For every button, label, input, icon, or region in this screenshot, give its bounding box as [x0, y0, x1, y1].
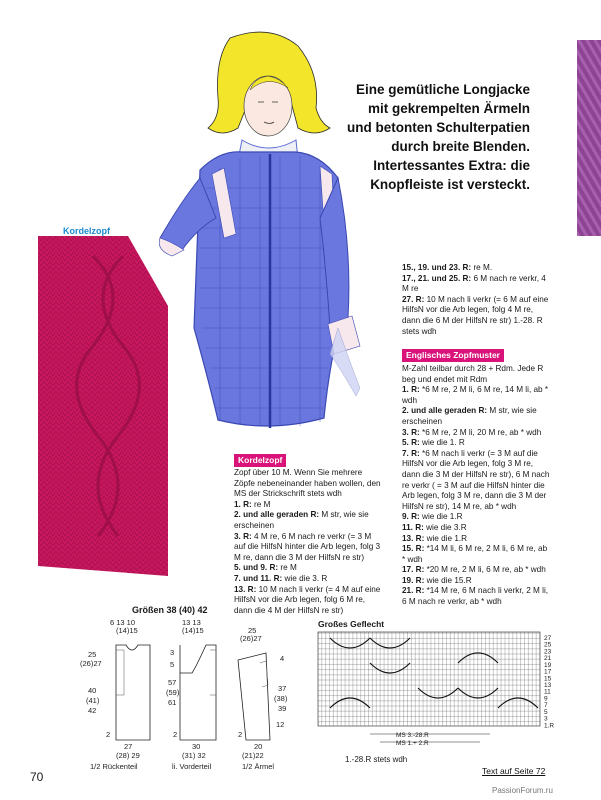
headline [300, 80, 530, 194]
front-bottom: 30 [192, 742, 201, 751]
sleeve-cuff: 12 [276, 720, 285, 729]
ms-range-a: MS 3.-28.R [396, 732, 429, 739]
row-instruction: 3. R: 4 M re, 6 M nach re verkr (= 3 M auf die HilfsN hinter die Arb legen, folg 3 M re, dann die 3 M der HilfsN re str) [234, 531, 381, 562]
row-instruction: 9. R: wie die 1.R [402, 512, 463, 522]
knitting-chart [310, 628, 575, 758]
front-side-2: (59) [166, 688, 180, 697]
front-side: 57 [168, 678, 177, 687]
back-side-upper: 25 [88, 650, 97, 659]
front-bottom-2: (31) 32 [182, 751, 206, 760]
sleeve-small: 2 [238, 730, 243, 739]
sleeve-side-3: 39 [278, 704, 287, 713]
chart-row-number: 13 [544, 682, 552, 689]
sleeve-top: 25 [248, 626, 257, 635]
chart-row-number: 11 [544, 688, 551, 696]
front-top-measure: 13 13 [182, 618, 201, 627]
text-reference-link[interactable]: Text auf Seite 72 [482, 766, 546, 776]
row-instruction: 19. R: wie die 15.R [402, 575, 472, 585]
chart-row-number: 7 [544, 702, 548, 710]
chart-row-number: 1.R [544, 722, 555, 730]
sleeve-bottom-2: (21)22 [242, 751, 264, 760]
swatch-label: Kordelzopf [60, 226, 113, 236]
row-instruction: 13. R: wie die 1.R [402, 533, 468, 543]
chart-row-number: 5 [544, 708, 548, 716]
watermark: PassionForum.ru [492, 786, 553, 795]
row-instruction: 5. und 9. R: re M [234, 563, 297, 573]
cable-swatch-photo [38, 236, 168, 576]
headline-line: und betonten Schulterpatien [346, 120, 530, 135]
englisches-zopfmuster-text [402, 364, 552, 608]
row-instruction: 1. R: *6 M re, 2 M li, 6 M re, 14 M li, ab * wdh [402, 385, 549, 405]
row-instruction: 11. R: wie die 3.R [402, 522, 467, 532]
garment-schematics [70, 615, 290, 770]
chart-row-number: 15 [544, 675, 552, 683]
kordelzopf-label: Kordelzopf [234, 454, 286, 467]
chart-row-number: 27 [544, 635, 552, 642]
schematic-back [116, 645, 150, 740]
front-small: 2 [173, 730, 178, 739]
front-neck-measure: 3 [170, 648, 175, 657]
headline-line: mit gekrempelten Ärmeln [367, 101, 530, 116]
chart-caption: 1.-28.R stets wdh [345, 755, 408, 764]
chart-row-number: 23 [544, 648, 552, 656]
front-neck-measure-2: 5 [170, 660, 175, 669]
headline-line: durch breite Blenden. [391, 139, 530, 154]
chart-row-number: 3 [544, 715, 548, 723]
sleeve-top-2: (26)27 [240, 634, 262, 643]
ms-range-b: MS 1.+ 2.R [396, 740, 429, 747]
front-caption: li. Vorderteil [172, 762, 212, 770]
row-instruction: 13. R: 10 M nach li verkr (= 4 M auf eine HilfsN vor die Arb legen, folg 6 M re, dann die 4 M der HilfsN re str) [234, 584, 381, 615]
row-instruction: 15., 19. und 23. R: re M. [402, 263, 493, 272]
front-top-measure-2: (14)15 [182, 626, 204, 635]
chart-row-number: 19 [544, 661, 552, 669]
back-bottom-2: (28) 29 [116, 751, 140, 760]
row-instruction: 2. und alle geraden R: M str, wie sie erscheinen [234, 510, 369, 530]
chart-title: Großes Geflecht [318, 619, 385, 629]
back-side-lower: 40 [88, 686, 97, 695]
schematic-front [180, 645, 216, 740]
back-bottom: 27 [124, 742, 133, 751]
schematic-sleeve [238, 653, 270, 740]
back-top-measure-2: (14)15 [116, 626, 138, 635]
row-instruction: 5. R: wie die 1. R [402, 438, 465, 448]
row-instruction: 15. R: *14 M li, 6 M re, 2 M li, 6 M re, ab * wdh [402, 544, 548, 564]
row-instruction: 3. R: *6 M re, 2 M li, 20 M re, ab * wdh [402, 427, 542, 437]
row-instruction: 2. und alle geraden R: M str, wie sie erscheinen [402, 406, 537, 426]
chart-row-number: 9 [544, 695, 548, 703]
purple-side-tab [577, 40, 601, 236]
back-caption: 1/2 Rückenteil [90, 762, 138, 770]
chart-row-number: 25 [544, 641, 552, 649]
back-side-lower-2: (41) [86, 696, 100, 705]
sleeve-cap: 4 [280, 654, 285, 663]
row-instruction: 27. R: 10 M nach li verkr (= 6 M auf eine HilfsN vor die Arb legen, folg 4 M re, dann die 6 M der HilfsN re str) 1.-28. R stets wdh [402, 294, 549, 336]
row-instruction: 1. R: re M [234, 499, 271, 509]
headline-line: Knopfleiste ist versteckt. [370, 177, 530, 192]
headline-line: Eine gemütliche Longjacke [355, 82, 530, 97]
chart-row-number: 17 [544, 668, 552, 676]
sizes-title: Größen 38 (40) 42 [132, 605, 208, 615]
back-side-lower-3: 42 [88, 706, 97, 715]
intro-text: M-Zahl teilbar durch 28 + Rdm. Jede R beg und endet mit Rdm [402, 364, 544, 384]
back-top-measure: 6 13 10 [110, 618, 136, 627]
page-number: 70 [30, 770, 44, 784]
back-side-upper-2: (26)27 [80, 659, 102, 668]
row-instruction: 7. R: *6 M nach li verkr (= 3 M auf die HilfsN vor die Arb legen, folg 3 M re, dann die 3 M der HilfsN re str), 6 M nach re verkr ( = 3 M auf die HilfsN hinter die Arb legen, folg 3 M re, dann die 3 M der HilfsN re str), 14 M re, ab * wdh [402, 448, 550, 511]
intro-text: Zopf über 10 M. Wenn Sie mehrere Zöpfe nebeneinander haben wollen, den MS der Strickschrift stets wdh [234, 468, 381, 499]
sleeve-bottom: 20 [254, 742, 263, 751]
row-instruction: 17. R: *20 M re, 2 M li, 6 M re, ab * wdh [402, 565, 546, 575]
row-instruction: 17., 21. und 25. R: 6 M nach re verkr, 4 M re [402, 273, 546, 294]
englisches-zopfmuster-label: Englisches Zopfmuster [402, 349, 504, 362]
row-instruction: 7. und 11. R: wie die 3. R [234, 573, 328, 583]
front-side-3: 61 [168, 698, 177, 707]
sleeve-side: 37 [278, 684, 287, 693]
sleeve-side-2: (38) [274, 694, 288, 703]
headline-line: Intertessantes Extra: die [373, 158, 530, 173]
row-instruction: 21. R: *14 M re, 6 M nach li verkr, 2 M li, 6 M nach re verkr, ab * wdh [402, 586, 549, 607]
back-small: 2 [106, 730, 111, 739]
kordelzopf-continuation [402, 263, 552, 337]
kordelzopf-text [234, 468, 384, 616]
sleeve-caption: 1/2 Ärmel [242, 762, 275, 770]
chart-row-number: 21 [544, 655, 552, 663]
